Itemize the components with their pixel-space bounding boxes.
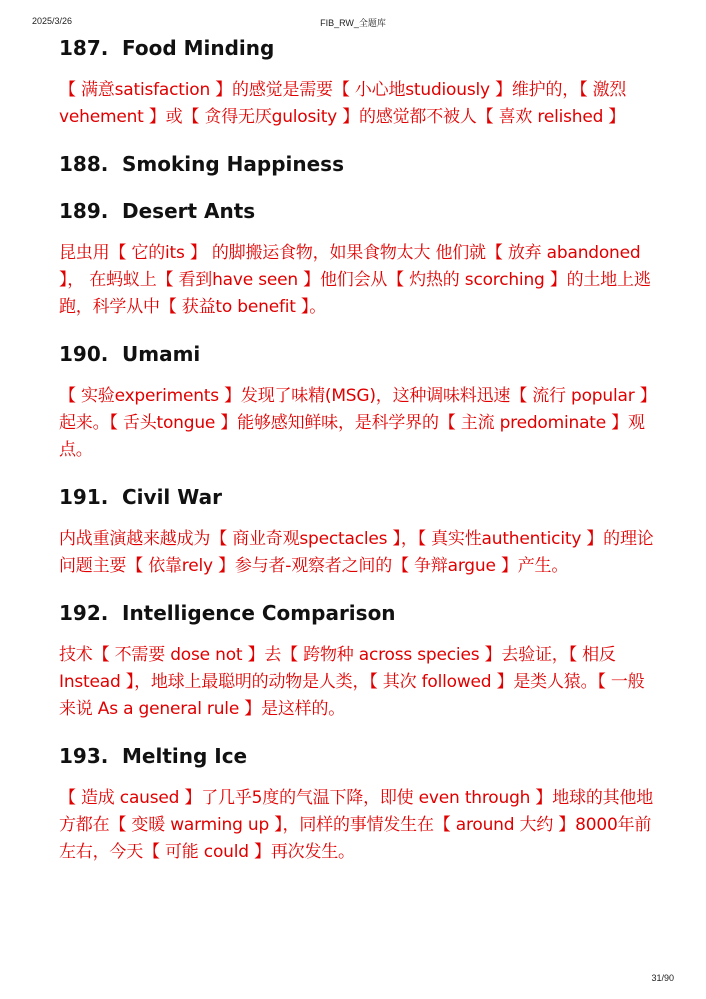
section-191 bbox=[59, 482, 659, 580]
section-heading bbox=[59, 33, 659, 63]
section-title: Smoking Happiness bbox=[122, 152, 344, 176]
section-body: 内战重演越来越成为【 商业奇观spectacles 】，【 真实性authenticity 】的理论问题主要【 依靠rely 】参与者-观察者之间的【 争辩argue 】产生。 bbox=[59, 529, 654, 576]
section-title: Melting Ice bbox=[122, 744, 248, 768]
section-body: 昆虫用【 它的its 】 的脚搬运食物，如果食物太大 他们就【 放弃 abandoned 】， 在蚂蚁上【 看到have seen 】他们会从【 灼热的 scorching 】的土地上逃跑，科学从中【 获益to benefit 】。 bbox=[59, 243, 651, 317]
section-192 bbox=[59, 598, 659, 723]
section-title: Umami bbox=[122, 342, 201, 366]
section-title: Desert Ants bbox=[122, 199, 256, 223]
page-number: 31/90 bbox=[651, 973, 674, 983]
section-heading bbox=[59, 741, 659, 771]
header-date: 2025/3/26 bbox=[32, 16, 73, 26]
section-heading bbox=[59, 196, 659, 226]
document-content bbox=[59, 33, 659, 884]
section-188 bbox=[59, 149, 659, 179]
section-heading bbox=[59, 482, 659, 512]
section-number: 191. bbox=[59, 485, 109, 509]
section-heading bbox=[59, 339, 659, 369]
section-title: Food Minding bbox=[122, 36, 275, 60]
section-190 bbox=[59, 339, 659, 464]
section-heading bbox=[59, 598, 659, 628]
section-title: Intelligence Comparison bbox=[122, 601, 396, 625]
section-body: 技术【 不需要 dose not 】去【 跨物种 across species 】去验证，【 相反 Instead 】，地球上最聪明的动物是人类，【 其次 followed 】是类人猿。【 一般来说 As a general rule 】是这样的。 bbox=[59, 645, 645, 719]
section-number: 193. bbox=[59, 744, 109, 768]
section-number: 190. bbox=[59, 342, 109, 366]
section-number: 188. bbox=[59, 152, 109, 176]
page-header bbox=[0, 16, 706, 30]
section-number: 192. bbox=[59, 601, 109, 625]
header-title: FIB_RW_全题库 bbox=[320, 18, 386, 28]
section-187 bbox=[59, 33, 659, 131]
section-189 bbox=[59, 196, 659, 321]
section-body: 【 造成 caused 】了几乎5度的气温下降，即使 even through 】地球的其他地方都在【 变暖 warming up 】，同样的事情发生在【 around 大约 】8000年前左右，今天【 可能 could 】再次发生。 bbox=[59, 788, 654, 862]
section-heading bbox=[59, 149, 659, 179]
section-193 bbox=[59, 741, 659, 866]
section-number: 189. bbox=[59, 199, 109, 223]
section-body: 【 满意satisfaction 】的感觉是需要【 小心地studiously 】维护的，【 激烈vehement 】或【 贪得无厌gulosity 】的感觉都不被人【 喜欢 relished 】 bbox=[59, 80, 627, 127]
section-body: 【 实验experiments 】发现了味精(MSG)，这种调味料迅速【 流行 popular 】起来。【 舌头tongue 】能够感知鲜味，是科学界的【 主流 predominate 】观点。 bbox=[59, 386, 657, 460]
section-title: Civil War bbox=[122, 485, 222, 509]
section-number: 187. bbox=[59, 36, 109, 60]
